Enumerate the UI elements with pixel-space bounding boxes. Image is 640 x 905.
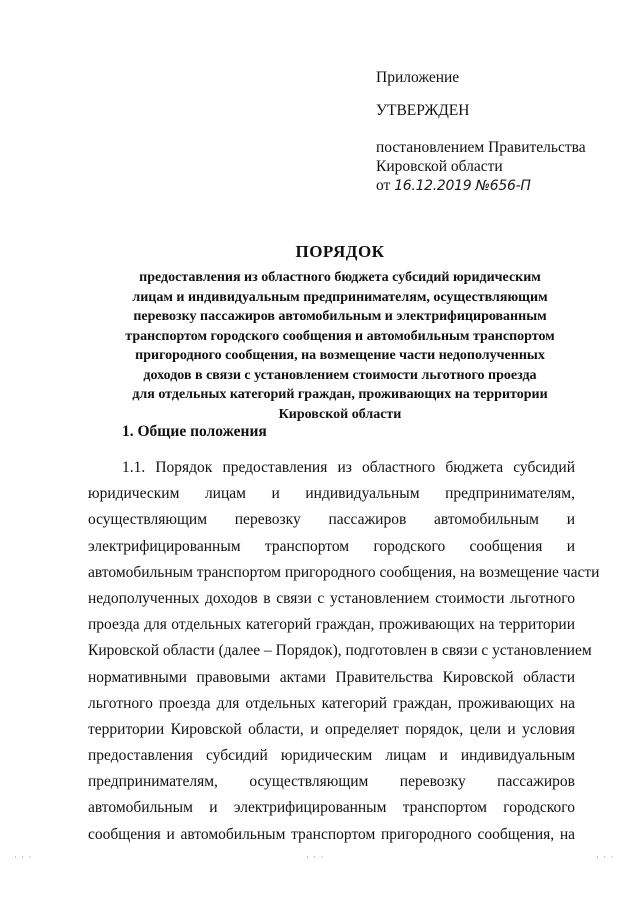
document-title: ПОРЯДОК — [295, 242, 385, 261]
subtitle-line: лицам и индивидуальным предпринимателям, осуществляющим — [132, 289, 548, 305]
paragraph-line: осуществляющим перевозку пассажиров автомобильным и — [88, 511, 575, 529]
subtitle-line: транспортом городского сообщения и автомобильным транспортом — [125, 328, 555, 344]
scan-artifact: · · · — [14, 852, 33, 862]
paragraph-line: сообщения и автомобильным транспортом пригородного сообщения, на — [88, 825, 575, 843]
appendix-label: Приложение — [376, 69, 460, 86]
handwritten-date-number: 16.12.2019 №656-П — [394, 178, 531, 194]
paragraph-1-1 — [88, 455, 600, 848]
subtitle-line: для отдельных категорий граждан, проживающих на территории — [132, 387, 548, 402]
paragraph-line: предоставления субсидий юридическим лицам и индивидуальным — [88, 747, 575, 765]
subtitle-line: пригородного сообщения, на возмещение части недополученных — [135, 348, 545, 363]
approved-label: УТВЕРЖДЕН — [376, 102, 470, 119]
subtitle-line: Кировской области — [278, 406, 402, 422]
document-title-block — [100, 242, 580, 424]
paragraph-line: недополученных доходов в связи с установлением стоимости льготного — [88, 589, 575, 607]
paragraph-line: автомобильным транспортом пригородного сообщения, на возмещение части — [88, 563, 600, 581]
paragraph-line: нормативными правовыми актами Правительства Кировской области — [88, 668, 575, 686]
scan-artifact: · · · — [596, 852, 615, 862]
section-heading: 1. Общие положения — [122, 423, 267, 440]
scan-artifact: · · · — [306, 852, 325, 862]
paragraph-line: юридическим лицам и индивидуальным предпринимателям, — [88, 485, 575, 503]
paragraph-line: Кировской области (далее – Порядок), подготовлен в связи с установлением — [88, 642, 592, 660]
subtitle-line: доходов в связи с установлением стоимости льготного проезда — [143, 367, 537, 383]
approved-by-line-2: Кировской области — [376, 158, 503, 175]
approved-by-line-1: постановлением Правительства — [376, 139, 586, 156]
paragraph-line: 1.1. Порядок предоставления из областного бюджета субсидий — [122, 459, 575, 476]
subtitle-line: предоставления из областного бюджета субсидий юридическим — [139, 270, 541, 285]
paragraph-line: территории Кировской области, и определяет порядок, цели и условия — [88, 720, 575, 738]
approval-date-line — [376, 176, 626, 196]
paragraph-line: льготного проезда для отдельных категорий граждан, проживающих на — [88, 694, 575, 712]
subtitle-line: перевозку пассажиров автомобильным и электрифицированным — [133, 309, 547, 324]
paragraph-line: предпринимателям, осуществляющим перевозку пассажиров — [88, 773, 575, 791]
paragraph-line: проезда для отдельных категорий граждан, проживающих на территории — [88, 616, 575, 634]
date-prefix: от — [376, 177, 391, 194]
paragraph-line: электрифицированным транспортом городского сообщения и — [88, 537, 575, 555]
approval-header — [376, 68, 626, 196]
paragraph-line: автомобильным и электрифицированным транспортом городского — [88, 799, 575, 817]
document-subtitle — [100, 268, 580, 424]
